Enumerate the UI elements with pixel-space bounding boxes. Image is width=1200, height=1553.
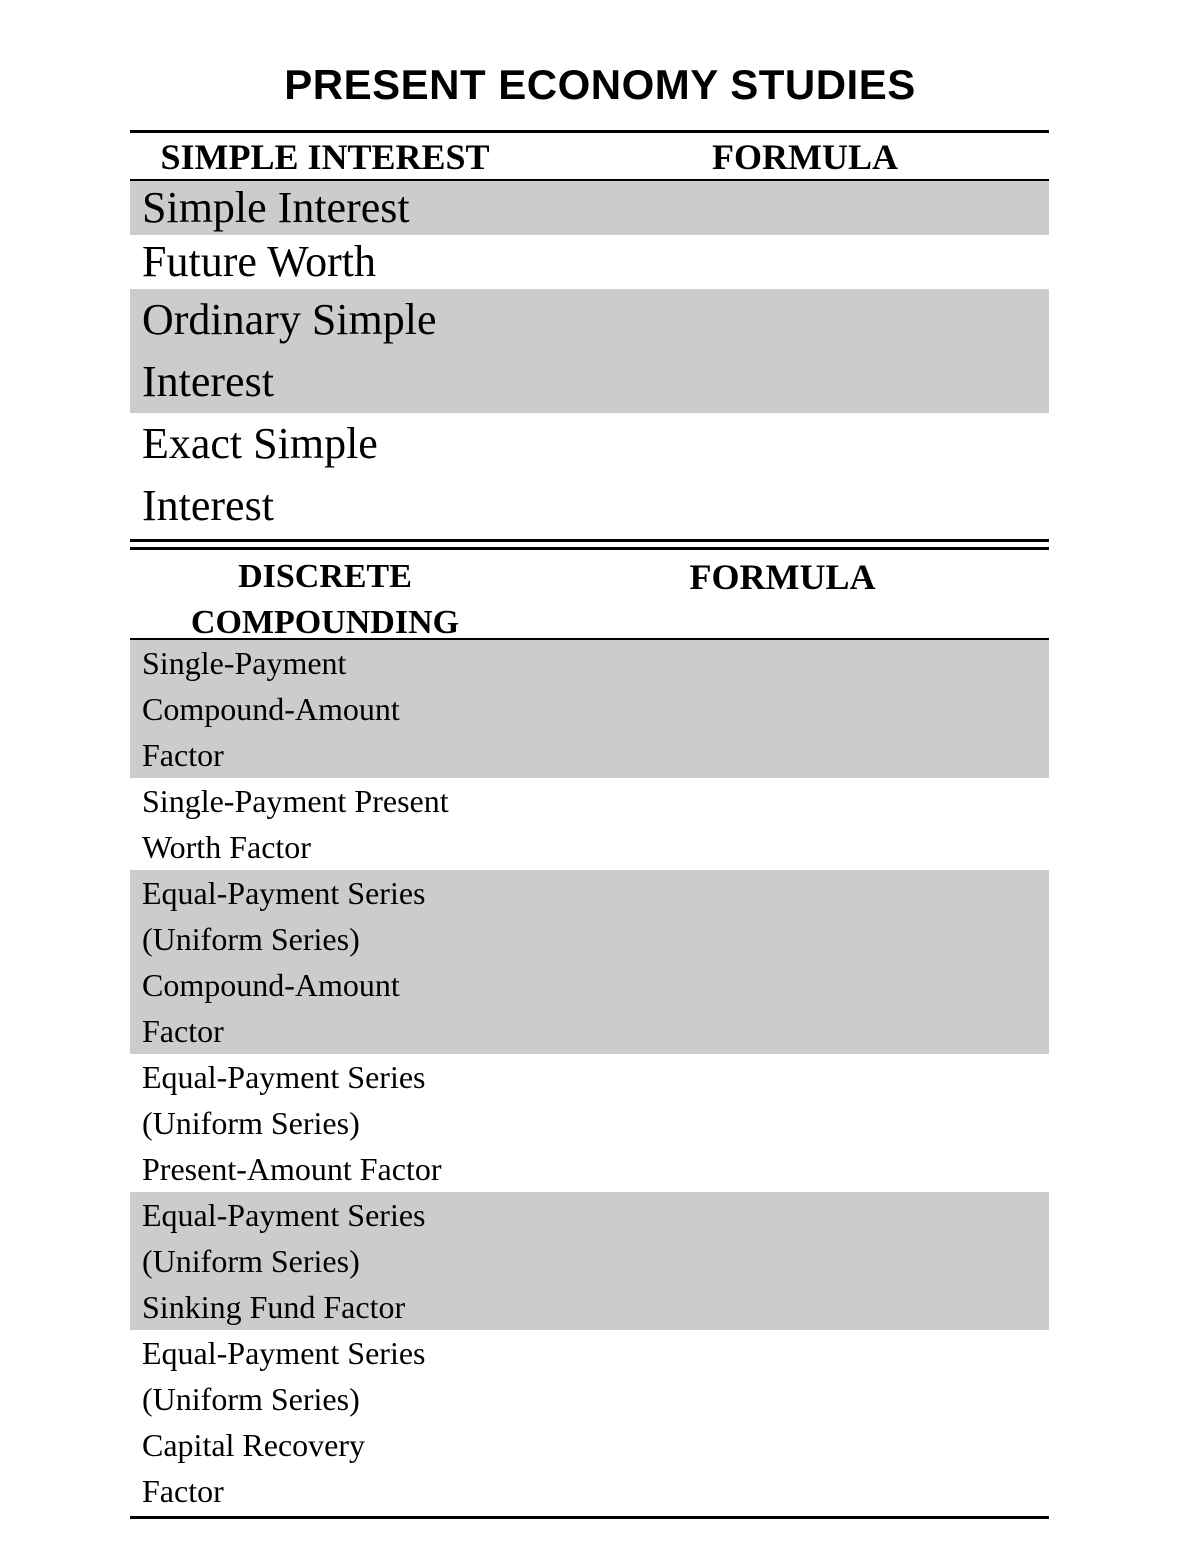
row-uniform-series-present-amount-factor: Equal-Payment Series (Uniform Series) Present-Amount Factor [142, 1059, 442, 1187]
discrete-compounding-table [130, 547, 1049, 1519]
row-uniform-series-compound-amount-factor: Equal-Payment Series (Uniform Series) Compound-Amount Factor [130, 870, 1049, 1054]
header-formula: FORMULA [689, 557, 876, 597]
row-future-worth: Future Worth [142, 237, 376, 286]
page-title: PRESENT ECONOMY STUDIES [284, 61, 916, 108]
header-discrete-compounding: DISCRETE COMPOUNDING [190, 558, 460, 641]
table-header [130, 550, 1049, 640]
header-simple-interest: SIMPLE INTEREST [160, 137, 490, 177]
row-ordinary-simple-interest: Ordinary Simple Interest [130, 289, 1049, 413]
table-header [130, 133, 1049, 181]
row-single-payment-present-worth-factor: Single-Payment Present Worth Factor [142, 783, 449, 865]
header-formula: FORMULA [712, 137, 898, 177]
table-body [130, 640, 1049, 1516]
table-body [130, 181, 1049, 539]
row-uniform-series-sinking-fund-factor: Equal-Payment Series (Uniform Series) Sinking Fund Factor [130, 1192, 1049, 1330]
simple-interest-table [130, 130, 1049, 542]
row-exact-simple-interest: Exact Simple Interest [142, 419, 378, 530]
row-simple-interest: Simple Interest [130, 181, 1049, 235]
row-single-payment-compound-amount-factor: Single-Payment Compound-Amount Factor [130, 640, 1049, 778]
row-uniform-series-capital-recovery-factor: Equal-Payment Series (Uniform Series) Capital Recovery Factor [142, 1335, 426, 1509]
